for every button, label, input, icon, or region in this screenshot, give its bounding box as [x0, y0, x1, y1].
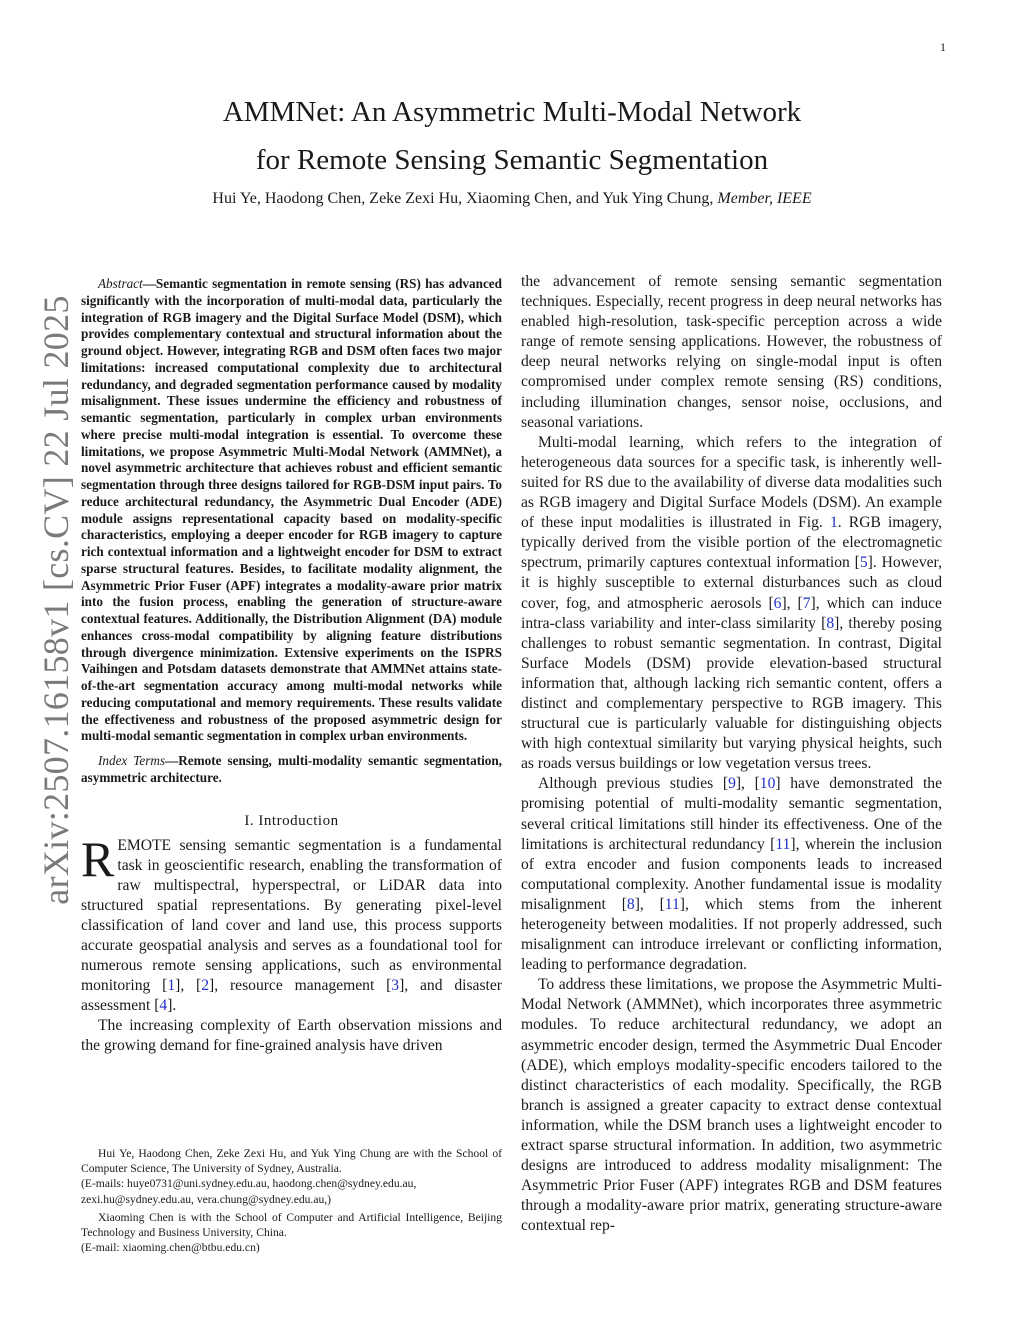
- citation-link[interactable]: 7: [802, 594, 811, 612]
- text-run: ], wherein the inclusion of extra encoder and fusion components leads to increased computational complexity. Another fundamental issue is modality misalignment [: [521, 835, 942, 913]
- text-run: ], resource management [: [209, 977, 392, 995]
- index-terms-label: Index Terms: [98, 753, 166, 768]
- abstract-label: Abstract: [98, 276, 143, 291]
- text-run: ], which can induce intra-class variability and inter-class similarity [: [521, 594, 942, 632]
- text-run: Although previous studies [: [538, 775, 729, 793]
- paper-title-line-2: for Remote Sensing Semantic Segmentation: [255, 144, 769, 176]
- text-run: ], [: [735, 775, 760, 793]
- footnote-emails-1: (E-mails: huye0731@uni.sydney.edu.au, haodong.chen@sydney.edu.au,: [81, 1177, 417, 1191]
- footnote-email-3: (E-mail: xiaoming.chen@btbu.edu.cn): [81, 1241, 260, 1255]
- citation-link[interactable]: 11: [775, 835, 791, 853]
- text-run: ]. However, it is highly susceptible to external disturbances such as cloud cover, fog, and atmospheric aerosols [: [521, 554, 943, 612]
- citation-link[interactable]: 5: [859, 554, 868, 572]
- intro-paragraph-2: The increasing complexity of Earth observation missions and the growing demand for fine-grained analysis have driven: [81, 1017, 502, 1055]
- text-run: Multi-modal learning, which refers to the integration of heterogeneous data sources for a specific task, is inherently well-suited for RS due to the availability of diverse data modalities such as RGB imagery and Digital Surface Models (DSM). An example of these input modalities is illustrated in Fig.: [521, 433, 942, 532]
- text-run: ], thereby posing challenges to robust semantic segmentation. In contrast, Digital Surface Models (DSM) provide elevation-based structural information that, although lacking rich semantic content, offers a distinct and complementary perspective to RGB imagery. This structural cue is particularly valuable for distinguishing objects with high contextual similarity but varying physical heights, such as roads versus buildings or low vegetation versus trees.: [521, 614, 942, 773]
- text-run: . RGB imagery, typically derived from the visible portion of the electromagnetic spectrum, primarily captures contextual information [: [521, 514, 942, 572]
- abstract-text: —Semantic segmentation in remote sensing (RS) has advanced significantly with the incorporation of multi-modal data, particularly the integration of RGB imagery and the Digital Surface Model (DSM), which provides complementary contextual and structural information about the ground object. However, integrating RGB and DSM often faces two major limitations: increased computational complexity due to architectural redundancy, and degraded segmentation performance caused by modality misalignment. These issues undermine the efficiency and robustness of semantic segmentation, particularly in complex urban environments where precise multi-modal integration is essential. To overcome these limitations, we propose Asymmetric Multi-Modal Network (AMMNet), a novel asymmetric architecture that achieves robust and efficient semantic segmentation through three designs tailored for RGB-DSM input pairs. To reduce architectural redundancy, the Asymmetric Dual Encoder (ADE) module assigns representational capacity based on modality-specific characteristics, employing a deeper encoder for RGB imagery to capture rich contextual information and a lightweight encoder for DSM to extract sparse structural features. Besides, to facilitate modality alignment, the Asymmetric Prior Fuser (APF) integrates a modality-aware prior matrix into the fusion process, enabling the generation of structure-aware contextual features. Additionally, the Distribution Alignment (DA) module enhances cross-modal compatibility by aligning feature distributions through divergence minimization. Extensive experiments on the ISPRS Vaihingen and Potsdam datasets demonstrate that AMMNet attains state-of-the-art segmentation accuracy among multi-modal networks while reducing computational and memory requirements. These results validate the effectiveness and robustness of the proposed asymmetric design for multi-modal semantic segmentation in complex urban environments.: [81, 276, 502, 744]
- intro-paragraph-1: [81, 830, 502, 1017]
- text-run: ], [: [175, 977, 202, 995]
- citation-link[interactable]: 8: [826, 614, 835, 632]
- citation-link[interactable]: 8: [626, 895, 635, 913]
- index-terms-text: —Remote sensing, multi-modality semantic segmentation, asymmetric architecture.: [81, 753, 502, 785]
- citation-link[interactable]: 6: [773, 594, 782, 612]
- text-run: ], and disaster assessment [: [81, 977, 502, 1015]
- citation-link[interactable]: 9: [728, 775, 736, 793]
- text-run: EMOTE sensing semantic segmentation is a fundamental task in geoscientific research, enabling the transformation of raw multispectral, hyperspectral, or LiDAR data into structured spatial representations. By generating pixel-level classification of land cover and land use, this process supports accurate geospatial analysis and serves as a foundational tool for numerous remote sensing applications, such as environmental monitoring [: [81, 836, 502, 995]
- index-terms: [81, 753, 502, 787]
- paper-title-line-1: AMMNet: An Asymmetric Multi-Modal Network: [222, 96, 802, 128]
- text-run: ].: [167, 997, 177, 1015]
- citation-link[interactable]: 3: [391, 977, 400, 995]
- text-run: ], which stems from the inherent heterogeneity between modalities. If not properly addressed, such misalignment can introduce irrelevant or conflicting information, leading to performance degradation.: [521, 895, 942, 974]
- right-column: [521, 272, 942, 1237]
- intro-paragraph-5: [521, 774, 942, 975]
- author-list: [80, 190, 944, 208]
- citation-link[interactable]: 11: [664, 895, 680, 913]
- arxiv-stamp[interactable]: arXiv:2507.16158v1 [cs.CV] 22 Jul 2025: [36, 295, 76, 905]
- figure-link[interactable]: 1: [829, 514, 838, 532]
- footnote-affiliation-2: Xiaoming Chen is with the School of Computer and Artificial Intelligence, Beijing Technology and Business University, China.: [81, 1210, 502, 1240]
- drop-cap: R: [81, 830, 115, 887]
- footnotes: [81, 1146, 502, 1255]
- citation-link[interactable]: 1: [167, 977, 176, 995]
- footnote-affiliation-1: Hui Ye, Haodong Chen, Zeke Zexi Hu, and Yuk Ying Chung are with the School of Computer Science, The University of Sydney, Australia.: [81, 1147, 502, 1176]
- author-membership: Member, IEEE: [717, 190, 812, 207]
- left-column: [81, 276, 502, 1057]
- abstract: [81, 276, 502, 745]
- author-names: Hui Ye, Haodong Chen, Zeke Zexi Hu, Xiaoming Chen, and Yuk Ying Chung,: [212, 190, 714, 207]
- citation-link[interactable]: 10: [759, 775, 776, 793]
- text-run: ], [: [781, 594, 803, 612]
- section-heading-introduction: I. Introduction: [244, 812, 339, 829]
- footnote-emails-2: zexi.hu@sydney.edu.au, vera.chung@sydney.edu.au,): [81, 1192, 332, 1206]
- intro-paragraph-6: To address these limitations, we propose the Asymmetric Multi-Modal Network (AMMNet), which incorporates three asymmetric modules. To reduce architectural redundancy, we adopt an asymmetric encoder design, termed the Asymmetric Dual Encoder (ADE), which employs modality-specific encoders tailored to the distinct characteristics of each modality. Specifically, the RGB branch is assigned a greater capacity to extract dense contextual information, while the DSM branch uses a lightweight encoder to extract sparse structural information. In addition, two asymmetric designs are introduced to address modality misalignment: The Asymmetric Prior Fuser (APF) integrates RGB and DSM features through a modality-aware prior matrix, generating structure-aware contextual rep-: [521, 976, 942, 1235]
- intro-paragraph-3: the advancement of remote sensing semantic segmentation techniques. Especially, recent progress in deep neural networks has enabled high-resolution, task-specific perception across a wide range of remote sensing applications. However, the robustness of deep neural networks relying on single-modal input is often compromised under complex remote sensing (RS) conditions, including illumination changes, sensor noise, occlusions, and seasonal variations.: [521, 273, 942, 431]
- text-run: ], [: [634, 895, 665, 913]
- text-run: ] have demonstrated the promising potential of multi-modality semantic segmentation, several critical limitations still hinder its effectiveness. One of the limitations is architectural redundancy [: [521, 775, 943, 853]
- intro-paragraph-4: [521, 433, 942, 775]
- citation-link[interactable]: 4: [159, 997, 168, 1015]
- citation-link[interactable]: 2: [201, 977, 210, 995]
- page-number: 1: [940, 40, 946, 54]
